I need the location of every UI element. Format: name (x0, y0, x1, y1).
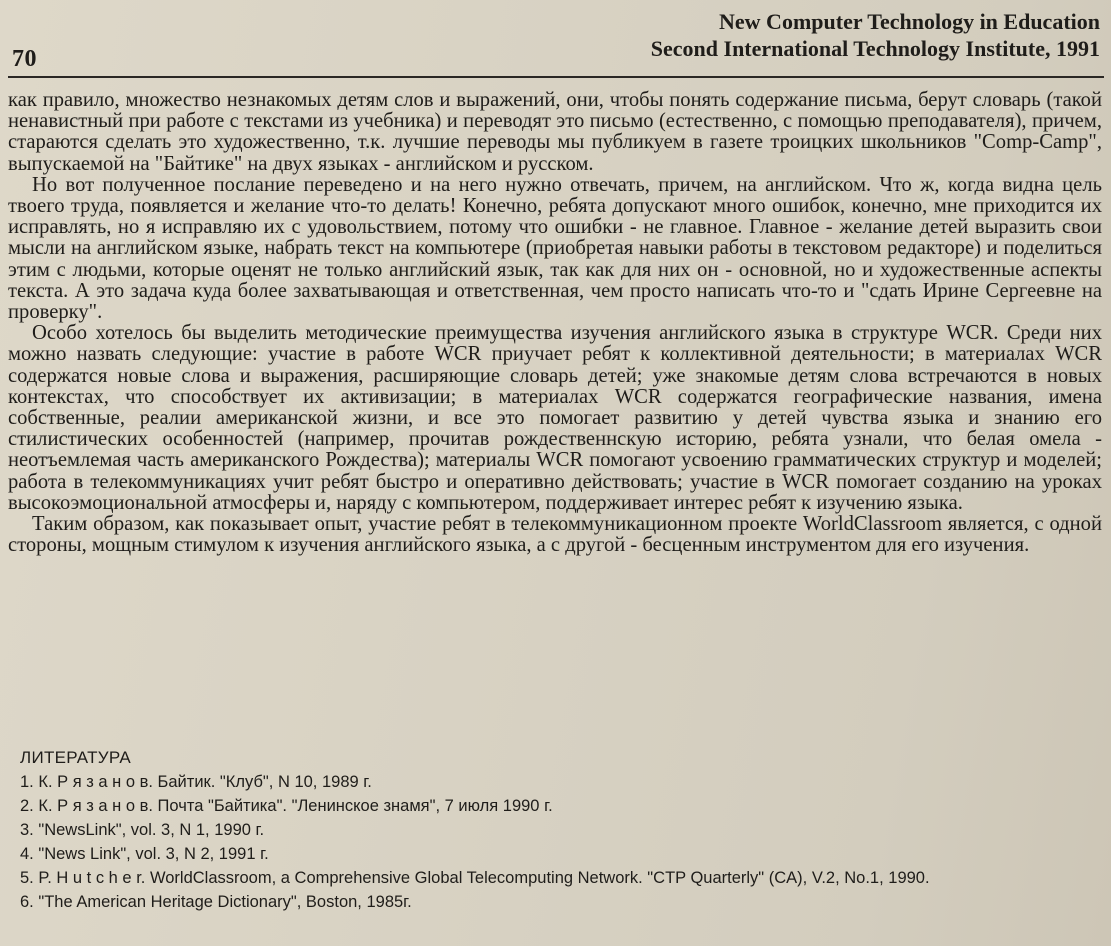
reference-text: Байтик. "Клуб", N 10, 1989 г. (152, 773, 372, 791)
paragraph: Но вот полученное послание переведено и на него нужно отвечать, причем, на английском. Что ж, когда видна цель твоего труда, появляется и желание что-то делать! Конечно, ребята допускают много ошибок, конечно, мне приходится их исправлять, но я исправляю их с удовольствием, потому что ошибки - не главное. Главное - желание детей выразить свои мысли на английском языке, набрать текст на компьютере (приобретая навыки работы в текстовом редакторе) и поделиться этим с людьми, которые оценят не только английский язык, так как для них он - основной, но и художественные аспекты текста. А это задача куда более захватывающая и ответственная, чем просто написать что-то и "сдать Ирине Сергеевне на проверку". (8, 173, 1102, 324)
reference-number: 3. (20, 821, 39, 839)
reference-number: 2. (20, 797, 39, 815)
reference-item (20, 845, 1102, 864)
page-header (8, 6, 1104, 84)
running-title-line-1: New Computer Technology in Education (719, 9, 1100, 34)
reference-number: 6. (20, 893, 39, 911)
reference-text: Почта "Байтика". "Ленинское знамя", 7 июля 1990 г. (152, 797, 553, 815)
reference-number: 1. (20, 773, 39, 791)
reference-number: 5. (20, 869, 39, 887)
reference-text: "NewsLink", vol. 3, N 1, 1990 г. (38, 821, 265, 839)
body-text (8, 90, 1102, 556)
reference-number: 4. (20, 845, 39, 863)
reference-author: P. H u t c h e r. (38, 869, 146, 887)
running-title-line-2: Second International Technology Institute, 1991 (650, 36, 1100, 61)
reference-item (20, 893, 1102, 912)
page-number: 70 (12, 46, 37, 72)
reference-item (20, 821, 1102, 840)
reference-author: К. Р я з а н о в. (38, 773, 153, 791)
header-rule (8, 76, 1104, 78)
reference-author: К. Р я з а н о в. (38, 797, 153, 815)
reference-text: "News Link", vol. 3, N 2, 1991 г. (38, 845, 269, 863)
reference-item (20, 869, 1102, 888)
paragraph: Таким образом, как показывает опыт, участие ребят в телекоммуникационном проекте WorldClassroom является, с одной стороны, мощным стимулом к изучения английского языка, а с другой - бесценным инструментом для его изучения. (8, 513, 1102, 557)
paragraph: Особо хотелось бы выделить методические преимущества изучения английского языка в структуре WCR. Среди них можно назвать следующие: участие в работе WCR приучает ребят к коллективной деятельности; в материалах WCR содержатся новые слова и выражения, расширяющие словарь детей; уже знакомые детям слова встречаются в новых контекстах, что способствует их активизации; в материалах WCR содержатся географические названия, имена собственные, реалии американской жизни, и все это помогает развитию у детей чувства языка и знанию его стилистических особенностей (например, прочитав рождественнскую историю, ребята узнали, что белая омела - неотъемлемая часть американского Рождества); материалы WCR помогают усвоению грамматических структур и моделей; работа в телекоммуникациях учит ребят быстро и оперативно действовать; участие в WCR помогает созданию на уроках высокоэмоциональной атмосферы и, наряду с компьютером, поддерживает интерес ребят к изучению языка. (8, 322, 1102, 514)
references-section (20, 748, 1102, 917)
references-heading: ЛИТЕРАТУРА (20, 748, 132, 767)
reference-item (20, 773, 1102, 792)
running-title (651, 8, 1100, 62)
reference-text: WorldClassroom, a Comprehensive Global Telecomputing Network. "CTP Quarterly" (CA), V.2, No.1, 1990. (145, 869, 930, 887)
paragraph-continued: как правило, множество незнакомых детям слов и выражений, они, чтобы понять содержание письма, берут словарь (такой ненавистный при работе с текстами из учебника) и переводят это письмо (естественно, с помощью преподавателя), причем, стараются сделать это художественно, т.к. лучшие переводы мы публикуем в газете троицких школьников "Comp-Camp", выпускаемой на "Байтике" на двух языках - английском и русском. (8, 89, 1102, 175)
reference-item (20, 797, 1102, 816)
reference-text: "The American Heritage Dictionary", Boston, 1985г. (38, 893, 412, 911)
